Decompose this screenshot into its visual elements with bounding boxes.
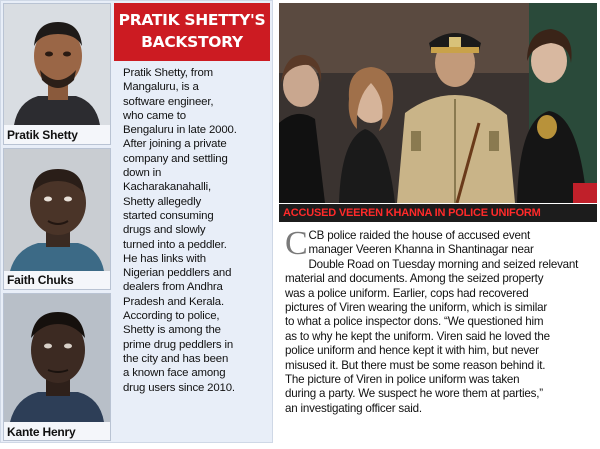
bio-line: turned into a peddler. [123, 238, 227, 251]
mugshot-card [3, 148, 111, 290]
bio-line: dealers from Andhra [123, 281, 223, 294]
mugshot-photo [4, 4, 110, 125]
article-line: police uniform and hence kept it with him, but never [285, 344, 539, 358]
bio-line: Nigerian peddlers and [123, 267, 232, 280]
article-line: material and documents. Among the seized property [285, 272, 544, 286]
bio-line: Pratik Shetty, from [123, 67, 213, 79]
bio-line: Mangaluru, is a [123, 81, 199, 94]
backstory-text [123, 66, 271, 395]
bio-line: started consuming [123, 209, 214, 222]
mugshot-card [3, 3, 111, 145]
bio-line: He has links with [123, 252, 206, 265]
bio-line: company and settling [123, 152, 228, 165]
bio-line: According to police, [123, 310, 220, 323]
sidebar-headline [114, 3, 270, 61]
article-line: during a party. We suspect he wore them at parties,” [285, 387, 543, 401]
bio-line: Bengaluru in late 2000. [123, 124, 237, 137]
mugshot-card [3, 293, 111, 441]
bio-line: drug users since 2010. [123, 381, 235, 394]
bio-line: Shetty is among the [123, 324, 221, 337]
mugshot-photo [4, 149, 110, 271]
article-line: CB police raided the house of accused event [308, 229, 530, 242]
bio-line: who came to [123, 109, 186, 122]
bio-line: a known face among [123, 367, 226, 380]
article-line: an investigating officer said. [285, 401, 422, 415]
mugshot-caption: Faith Chuks [7, 273, 74, 287]
drop-cap: C [285, 225, 308, 262]
article-line: The picture of Viren in police uniform was taken [285, 373, 520, 387]
bio-line: Kacharakanahalli, [123, 181, 212, 194]
photo-caption: ACCUSED VEEREN KHANNA IN POLICE UNIFORM [279, 204, 597, 222]
article-line: misused it. But there must be some reason behind it. [285, 358, 546, 372]
mugshot-caption: Kante Henry [7, 425, 76, 439]
bio-line: the city and has been [123, 352, 229, 365]
bio-line: Pradesh and Kerala. [123, 295, 225, 308]
bio-line: drugs and slowly [123, 224, 206, 237]
article-line: was a police uniform. Earlier, cops had recovered [285, 286, 529, 300]
bio-line: After joining a private [123, 138, 227, 151]
bio-line: Shetty allegedly [123, 195, 202, 208]
bio-line: software engineer, [123, 95, 214, 108]
party-photo [279, 3, 597, 203]
article-line: pictures of Viren wearing the uniform, which is similar [285, 301, 547, 315]
article-line: as to why he kept the uniform. Viren said he loved the [285, 329, 550, 343]
article-line: manager Veeren Khanna in Shantinagar near [308, 243, 534, 257]
bio-line: down in [123, 167, 162, 180]
mugshot-caption: Pratik Shetty [7, 128, 78, 142]
headline-line: PRATIK SHETTY'S [118, 11, 266, 29]
bio-line: prime drug peddlers in [123, 338, 234, 351]
article-line: to what a police inspector dons. “We questioned him [285, 315, 544, 329]
mugshot-photo [4, 294, 110, 422]
article-body [285, 225, 593, 416]
headline-line: BACKSTORY [141, 33, 243, 51]
article-line: Double Road on Tuesday morning and seized relevant [308, 257, 579, 271]
